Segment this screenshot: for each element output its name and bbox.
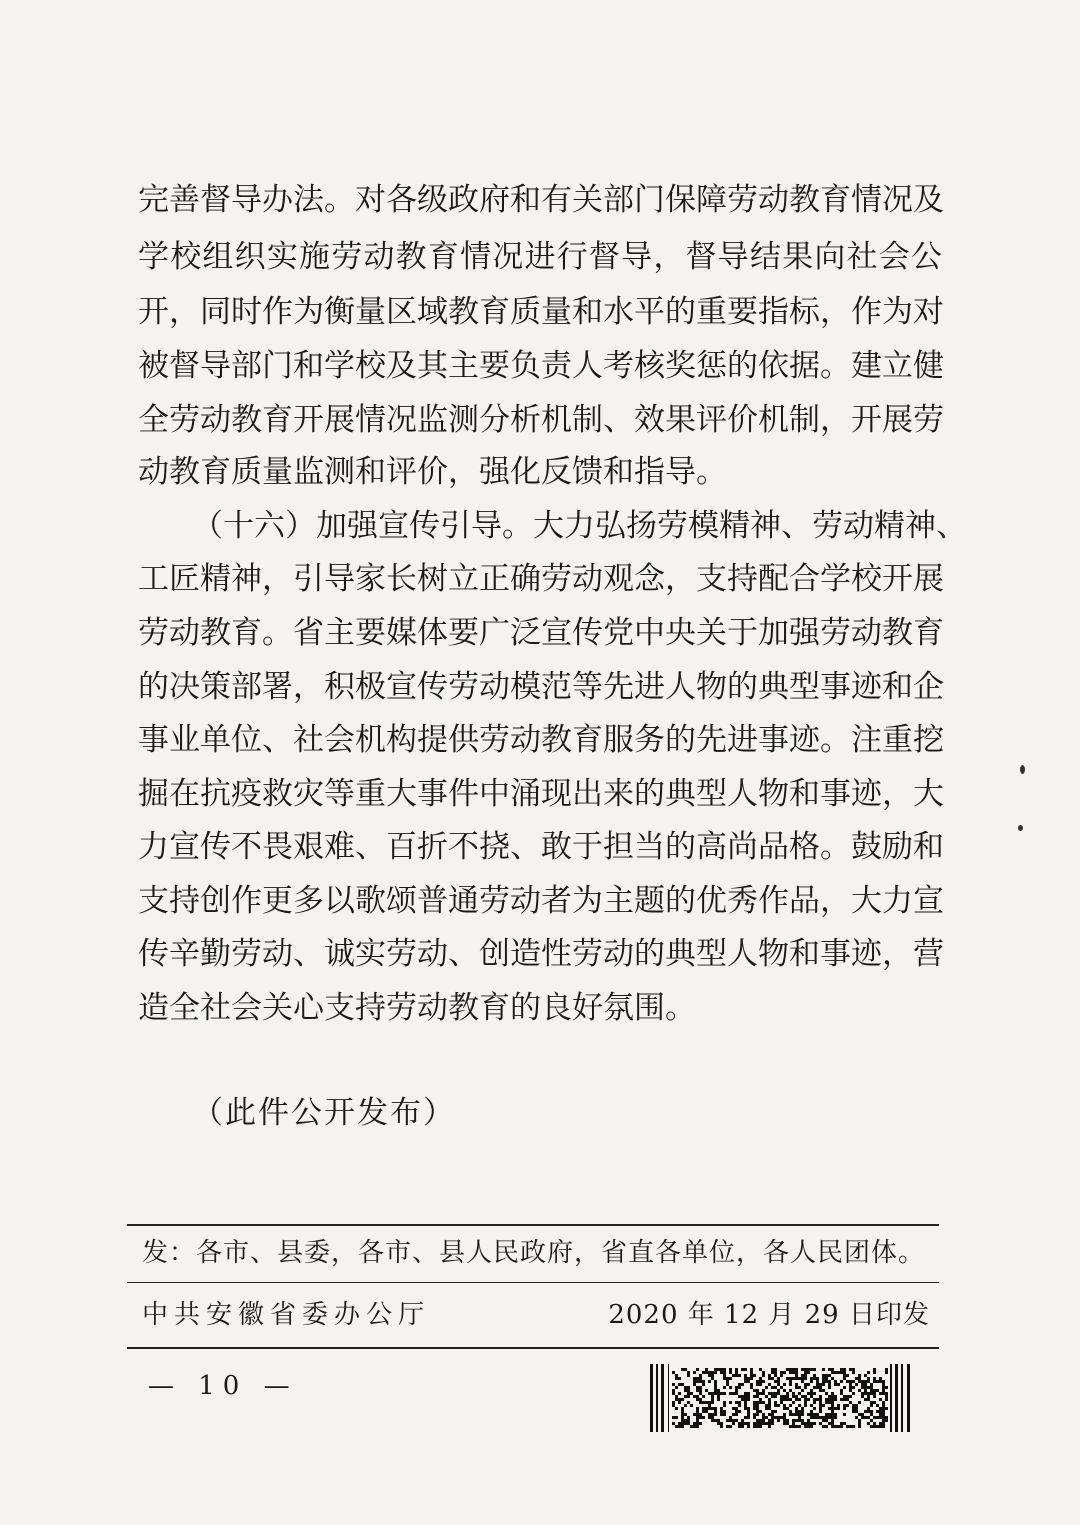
body-line-9: 劳动教育。省主要媒体要广泛宣传党中央关于加强劳动教育: [138, 615, 944, 651]
footer-bottom-rule: [127, 1347, 939, 1349]
distribution-list: 发：各市、县委，各市、县人民政府，省直各单位，各人民团体。: [142, 1238, 926, 1268]
section-16-heading-line: （十六）加强宣传引导。大力弘扬劳模精神、劳动精神、: [192, 508, 967, 544]
barcode-image: [650, 1364, 914, 1432]
body-line-1: 完善督导办法。对各级政府和有关部门保障劳动教育情况及: [138, 182, 944, 218]
issuing-office: 中共安徽省委办公厅: [142, 1300, 431, 1330]
footer-middle-rule: [127, 1282, 939, 1283]
scan-speck: [1018, 825, 1023, 831]
publication-note: （此件公开发布）: [192, 1095, 456, 1131]
scan-speck: [1020, 765, 1025, 774]
body-line-5: 全劳动教育开展情况监测分析机制、效果评价机制，开展劳: [138, 402, 944, 438]
body-line-13: 力宣传不畏艰难、百折不挠、敢于担当的高尚品格。鼓励和: [138, 829, 944, 865]
body-line-10: 的决策部署，积极宣传劳动模范等先进人物的典型事迹和企: [138, 669, 944, 705]
footer-top-rule: [127, 1224, 939, 1226]
body-line-16: 造全社会关心支持劳动教育的良好氛围。: [138, 990, 696, 1026]
body-line-2: 学校组织实施劳动教育情况进行督导，督导结果向社会公: [138, 239, 942, 275]
body-line-4: 被督导部门和学校及其主要负责人考核奖惩的依据。建立健: [138, 348, 944, 384]
body-line-14: 支持创作更多以歌颂普通劳动者为主题的优秀作品，大力宣: [138, 883, 944, 919]
body-line-12: 掘在抗疫救灾等重大事件中涌现出来的典型人物和事迹，大: [138, 776, 944, 812]
body-line-3: 开，同时作为衡量区域教育质量和水平的重要指标，作为对: [138, 294, 944, 330]
body-line-8: 工匠精神，引导家长树立正确劳动观念，支持配合学校开展: [138, 561, 944, 597]
issue-date: 2020 年 12 月 29 日印发: [608, 1300, 930, 1330]
body-line-11: 事业单位、社会机构提供劳动教育服务的先进事迹。注重挖: [138, 722, 944, 758]
body-line-6: 动教育质量监测和评价，强化反馈和指导。: [138, 454, 727, 490]
page-number: — 10 —: [148, 1371, 298, 1401]
body-line-15: 传辛勤劳动、诚实劳动、创造性劳动的典型人物和事迹，营: [138, 936, 944, 972]
